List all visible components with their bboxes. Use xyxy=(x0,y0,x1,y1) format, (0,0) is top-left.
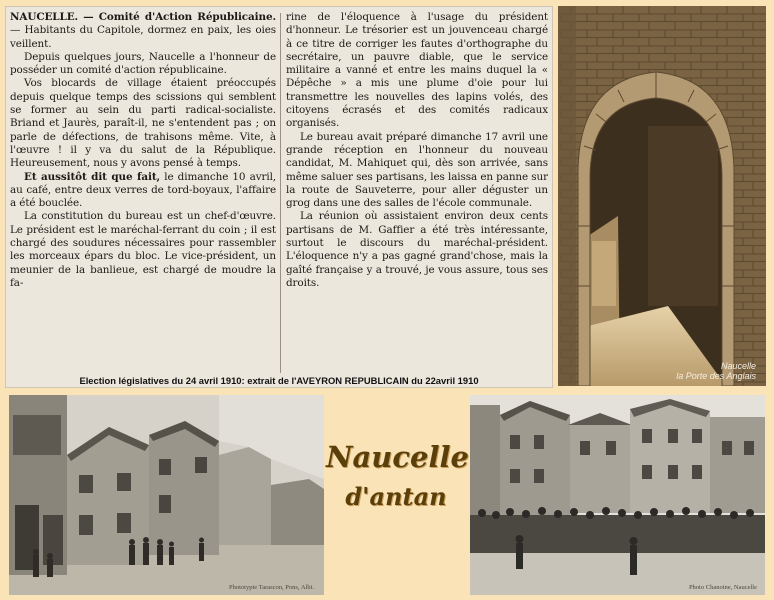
crowd-scene-illustration xyxy=(470,395,765,595)
paragraph: Vos blocards de village étaient préoccupés depuis quelque temps des scissions qui semblent se former au sein du parti radical-socialiste. Briand et Jaurès, paraît-il, ne s'entendent pas ; on parle de défections, de trahisons même. Vite, à l'œuvre ! il y va du salut de la République. Heureusement, nous y avons pensé à temps. xyxy=(10,77,276,170)
paragraph-text: le dimanche 10 avril, au café, entre deux verres de tord-boyaux, l'affaire a été bouclée. xyxy=(10,170,276,210)
crowd-photo-credit: Photo Chanoine, Naucelle xyxy=(688,584,757,591)
paragraph: Depuis quelques jours, Naucelle a l'honneur de posséder un comité d'action républicaine. xyxy=(10,50,276,77)
paragraph-text: — Habitants du Capitole, dormez en paix, les oies veillent. xyxy=(10,24,276,50)
street-scene-illustration xyxy=(9,395,324,595)
newspaper-column-left xyxy=(10,11,276,375)
paragraph-lead: Et aussitôt dit que fait, xyxy=(24,170,161,183)
market-crowd-photo xyxy=(470,395,765,595)
paragraph xyxy=(10,171,276,211)
newspaper-caption: Election législatives du 24 avril 1910: extrait de l'AVEYRON REPUBLICAIN du 22avril 1910 xyxy=(79,375,479,386)
paragraph: Le bureau avait préparé dimanche 17 avril une grande réception en l'honneur du nouveau candidat, M. Mahiquet qui, dès son arrivée, sans même saluer ses partisans, les laissa en panne sur la route de Sauveterre, pour aller déguster un grog dans une des salles de l'école communale. xyxy=(286,130,548,210)
street-photo-credit: Phototypie Tarascon, Pons, Albi. xyxy=(229,584,315,591)
archway-caption xyxy=(676,361,756,381)
paragraph xyxy=(10,11,276,51)
archway-illustration xyxy=(558,6,766,386)
title-line-1: Naucelle xyxy=(326,440,469,474)
paragraph: La réunion où assistaient environ deux cents partisans de M. Gaffier a été très intéressante, surtout le discours du maréchal-président. L'éloquence n'y a pas gagné grand'chose, mais la gaîté française y a trouvé, je vous assure, tous ses droits. xyxy=(286,210,548,289)
title-line-2: d'antan xyxy=(345,482,447,511)
newspaper-column-right xyxy=(286,11,548,375)
archway-caption-place: Naucelle xyxy=(720,361,756,371)
street-photo xyxy=(9,395,324,595)
paragraph-lead: NAUCELLE. — Comité d'Action Républicaine. xyxy=(10,11,276,23)
archway-photo xyxy=(558,6,766,386)
column-divider xyxy=(280,13,281,373)
paragraph: rine de l'éloquence à l'usage du président d'honneur. Le trésorier est un jouvenceau chargé à ce titre de corriger les fautes d'orthographe du secrétaire, un pauvre diable, que le service militaire a vanné et entre les mains duquel la « Dépêche » a mis une plume d'oie pour lui transmettre les nouvelles des lapins volés, des citoyens écrasés et des comités radicaux organisés. xyxy=(286,11,548,130)
newspaper-clipping xyxy=(5,6,553,388)
page-title xyxy=(326,440,469,520)
archway-caption-subject: la Porte des Anglais xyxy=(676,371,756,381)
paragraph: La constitution du bureau est un chef-d'œuvre. Le président est le maréchal-ferrant du coin ; il est chargé des soudures nécessaires pour rassembler les morceaux épars du bloc. Le vice-président, un meunier de la banlieue, est chargé de moudre la fa- xyxy=(10,210,276,289)
